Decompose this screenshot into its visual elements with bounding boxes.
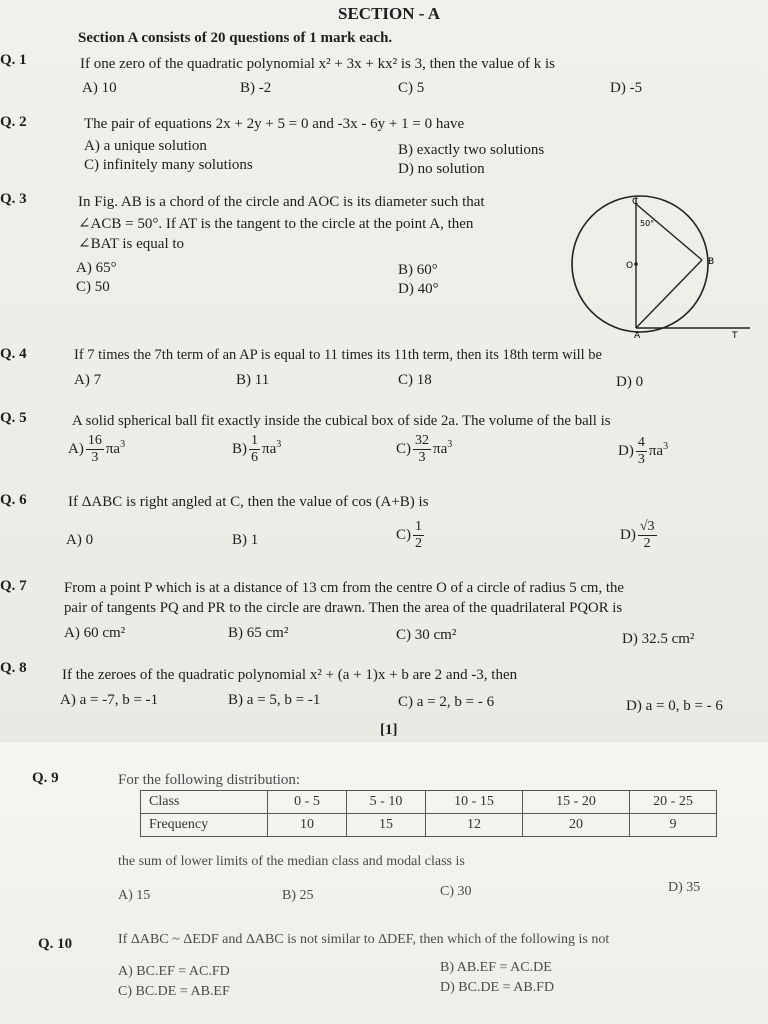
question-text-line-3: ∠BAT is equal to [78, 236, 185, 252]
option-a: A) a = -7, b = -1 [60, 692, 159, 708]
question-number: Q. 7 [0, 578, 27, 594]
option-c: C) 5 [398, 80, 425, 96]
option-c: C) infinitely many solutions [84, 157, 253, 173]
option-b: B) 11 [236, 372, 270, 388]
option-a: A) 60 cm² [64, 625, 126, 641]
question-number: Q. 2 [0, 114, 27, 130]
option-c: C) $\frac{32}{3}$ $\pi a^3$ [396, 433, 453, 465]
question-number: Q. 6 [0, 492, 27, 508]
option-a: A) BC.EF = AC.FD [118, 964, 230, 979]
option-c: C) BC.DE = AB.EF [118, 984, 230, 999]
option-c: C) 30 cm² [396, 627, 457, 643]
table-row [141, 814, 717, 837]
option-d: D) -5 [610, 80, 643, 96]
option-b: B) 25 [282, 888, 314, 903]
table-cell: 0 - 5 [268, 791, 347, 814]
chord-cb [636, 204, 702, 260]
option-d: D) BC.DE = AB.FD [440, 980, 555, 995]
section-subtitle: Section A consists of 20 questions of 1 mark each. [78, 30, 393, 46]
option-d: D) 32.5 cm² [622, 631, 695, 647]
table-cell: Class [141, 791, 268, 814]
question-number: Q. 1 [0, 52, 27, 68]
second-sheet [0, 742, 768, 1024]
angle-label: 50° [640, 219, 655, 228]
option-a: A) 15 [118, 888, 151, 903]
question-text-line-1: In Fig. AB is a chord of the circle and AOC is its diameter such that [78, 194, 485, 210]
option-b: B) a = 5, b = -1 [228, 692, 321, 708]
option-b: B) AB.EF = AC.DE [440, 960, 552, 975]
option-b: B) 60° [398, 262, 438, 278]
option-a: A) a unique solution [84, 138, 207, 154]
table-cell: 10 [268, 814, 347, 837]
question-text: The pair of equations 2x + 2y + 5 = 0 and -3x - 6y + 1 = 0 have [84, 116, 465, 132]
option-b: B) 65 cm² [228, 625, 289, 641]
option-b: B) -2 [240, 80, 272, 96]
center-point [634, 262, 638, 266]
option-b: B) 1 [232, 532, 259, 548]
label-b: B [708, 257, 715, 267]
question-text-line-2: ∠ACB = 50°. If AT is the tangent to the circle at the point A, then [78, 216, 474, 232]
option-a: A) 0 [66, 532, 94, 548]
table-cell: Frequency [141, 814, 268, 837]
table-cell: 15 [347, 814, 426, 837]
question-text: If one zero of the quadratic polynomial x² + 3x + kx² is 3, then the value of k is [80, 56, 555, 72]
question-number: Q. 10 [38, 936, 73, 952]
question-text: If 7 times the 7th term of an AP is equal to 11 times its 11th term, then its 18th term will be [74, 347, 602, 363]
distribution-table [140, 790, 717, 837]
table-cell: 5 - 10 [347, 791, 426, 814]
question-text-line-2: the sum of lower limits of the median class and modal class is [118, 854, 465, 869]
option-c: C) 30 [440, 884, 472, 899]
table-cell: 15 - 20 [523, 791, 630, 814]
option-d: D) 40° [398, 281, 439, 297]
table-row [141, 791, 717, 814]
circle-tangent-figure [560, 194, 768, 340]
question-text: If ΔABC ~ ΔEDF and ΔABC is not similar to ΔDEF, then which of the following is not [118, 932, 610, 947]
question-text: A solid spherical ball fit exactly inside the cubical box of side 2a. The volume of the ball is [72, 413, 611, 429]
question-text-line-2: pair of tangents PQ and PR to the circle are drawn. Then the area of the quadrilateral PQOR is [64, 600, 623, 616]
question-text: For the following distribution: [118, 772, 301, 788]
table-cell: 20 [523, 814, 630, 837]
option-d: D) $\frac{4}{3}$ $\pi a^3$ [618, 435, 669, 467]
section-title: SECTION - A [338, 4, 441, 23]
option-a: A) 65° [76, 260, 117, 276]
option-d: D) $\frac{√3}{2}$ [620, 519, 655, 551]
option-c: C) 18 [398, 372, 432, 388]
option-c: C) 50 [76, 279, 110, 295]
option-b: B) $\frac{1}{6}$ $\pi a^3$ [232, 433, 282, 465]
question-number: Q. 4 [0, 346, 27, 362]
option-d: D) 0 [616, 374, 644, 390]
table-cell: 12 [426, 814, 523, 837]
chord-ab [636, 260, 702, 328]
question-text-line-1: From a point P which is at a distance of 13 cm from the centre O of a circle of radius 5 cm, the [64, 580, 624, 596]
option-a: A) 7 [74, 372, 102, 388]
table-cell: 20 - 25 [630, 791, 717, 814]
table-cell: 10 - 15 [426, 791, 523, 814]
label-c: C [632, 197, 639, 207]
option-d: D) a = 0, b = - 6 [626, 698, 723, 714]
option-c: C) a = 2, b = - 6 [398, 694, 495, 710]
question-text: If ΔABC is right angled at C, then the value of cos (A+B) is [68, 494, 429, 510]
option-a: A) 10 [82, 80, 117, 96]
option-b: B) exactly two solutions [398, 142, 545, 158]
label-a: A [634, 331, 641, 340]
question-number: Q. 5 [0, 410, 27, 426]
option-c: C) $\frac{1}{2}$ [396, 519, 422, 551]
option-d: D) 35 [668, 880, 701, 895]
question-number: Q. 9 [32, 770, 59, 786]
label-t: T [732, 331, 738, 340]
question-number: Q. 8 [0, 660, 27, 676]
circle-outline [572, 196, 708, 332]
question-text: If the zeroes of the quadratic polynomial x² + (a + 1)x + b are 2 and -3, then [62, 667, 518, 683]
page-number: [1] [380, 722, 398, 738]
option-d: D) no solution [398, 161, 485, 177]
label-o: O [626, 261, 634, 271]
table-cell: 9 [630, 814, 717, 837]
option-a: A) $\frac{16}{3}$ $\pi a^3$ [68, 433, 126, 465]
question-number: Q. 3 [0, 191, 27, 207]
